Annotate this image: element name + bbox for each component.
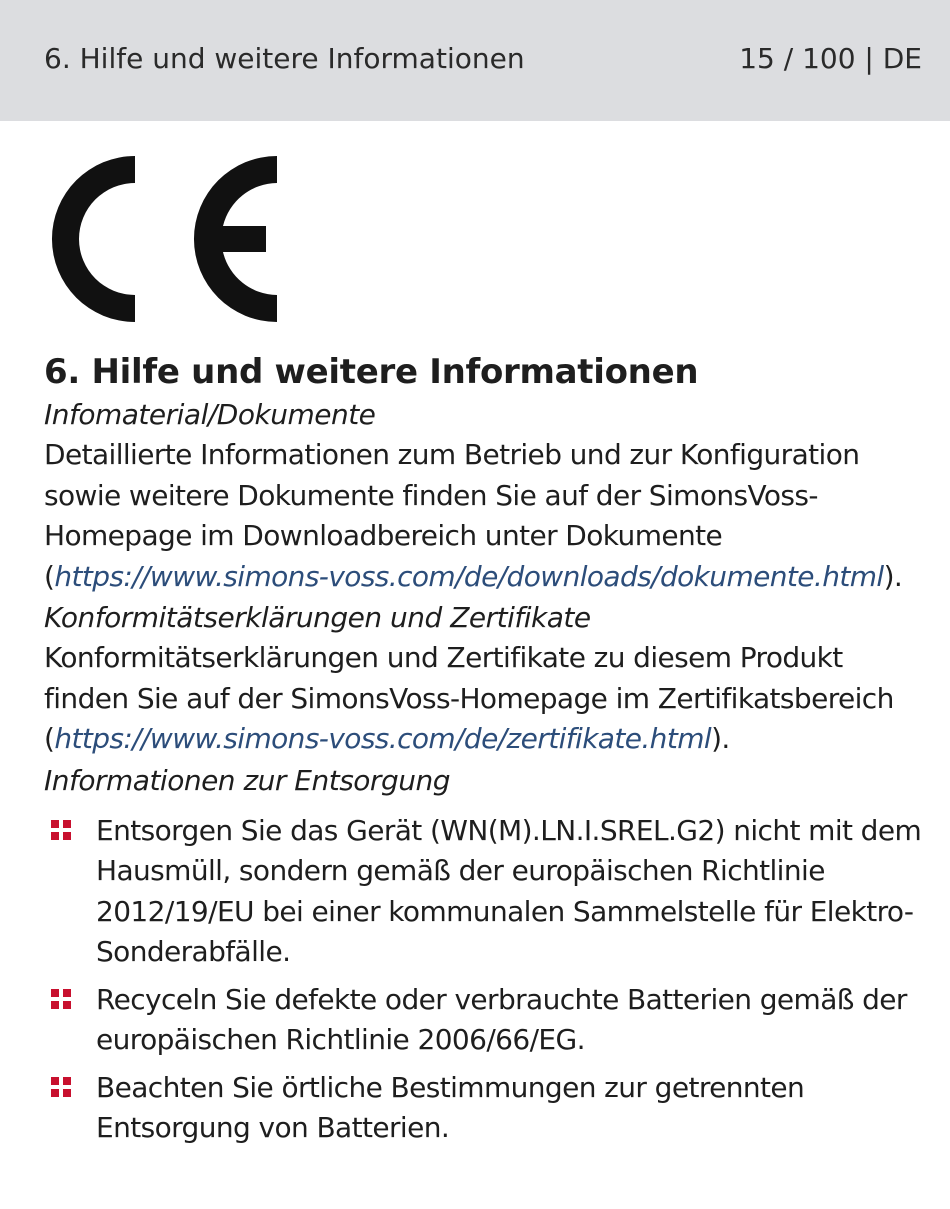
certs-text-end: ). <box>711 722 730 755</box>
page-content <box>0 154 950 1149</box>
section-title: 6. Hilfe und weitere Informationen <box>44 352 699 392</box>
docs-text: Detaillierte Informationen zum Betrieb und zur Konfiguration sowie weitere Dokumente finden Sie auf der SimonsVoss-Homepage im Downloadbereich unter Dokumente ( <box>44 438 860 593</box>
header-section-title: 6. Hilfe und weitere Informationen <box>44 42 525 75</box>
red-square-bullet-icon <box>51 1077 71 1097</box>
docs-paragraph <box>44 435 922 597</box>
ce-mark-icon <box>44 154 279 324</box>
disposal-item-text: Recyceln Sie defekte oder verbrauchte Batterien gemäß der europäischen Richtlinie 2006/66/EG. <box>96 982 907 1056</box>
disposal-heading: Informationen zur Entsorgung <box>44 763 450 797</box>
page-header <box>0 0 950 121</box>
list-item <box>44 980 922 1061</box>
docs-link[interactable]: https://www.simons-voss.com/de/downloads/dokumente.html <box>54 559 884 593</box>
red-square-bullet-icon <box>51 820 71 840</box>
certs-heading: Konformitätserklärungen und Zertifikate <box>44 601 591 634</box>
docs-heading: Infomaterial/Dokumente <box>44 398 376 431</box>
disposal-list <box>44 811 922 1149</box>
red-square-bullet-icon <box>51 989 71 1009</box>
docs-text-end: ). <box>883 559 903 593</box>
list-item <box>44 1068 922 1149</box>
certs-text: Konformitätserklärungen und Zertifikate zu diesem Produkt finden Sie auf der SimonsVoss-Homepage im Zertifikatsbereich ( <box>44 641 894 755</box>
certs-paragraph <box>44 638 922 760</box>
disposal-item-text: Entsorgen Sie das Gerät (WN(M).LN.I.SREL.G2) nicht mit dem Hausmüll, sondern gemäß der europäischen Richtlinie 2012/19/EU bei einer kommunalen Sammelstelle für Elektro-Sonderabfälle. <box>96 813 922 968</box>
page-number: 15 / 100 | DE <box>739 42 922 75</box>
certs-link[interactable]: https://www.simons-voss.com/de/zertifikate.html <box>54 722 712 755</box>
list-item <box>44 811 922 973</box>
disposal-item-text: Beachten Sie örtliche Bestimmungen zur getrennten Entsorgung von Batterien. <box>96 1070 805 1144</box>
